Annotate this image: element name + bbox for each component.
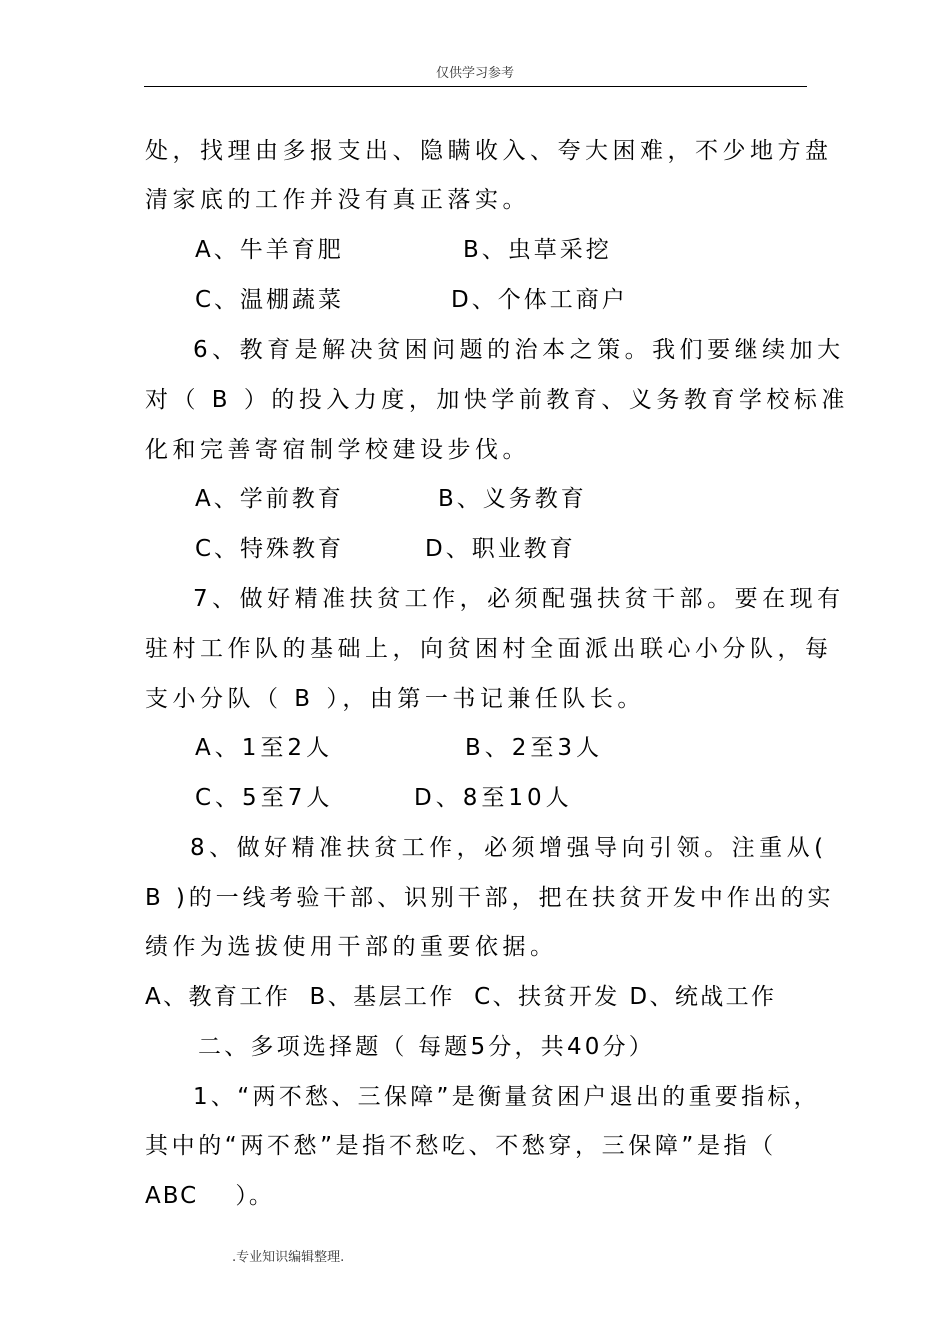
q6-option-a: A、学前教育 <box>195 486 344 512</box>
q8-options: A、教育工作 B、基层工作 C、扶贫开发 D、统战工作 <box>145 984 777 1010</box>
q8-line-3: 绩作为选拔使用干部的重要依据。 <box>145 934 558 960</box>
q6-line-2: 对（ B ）的投入力度，加快学前教育、义务教育学校标准 <box>145 387 849 413</box>
m1-line-3: ABC ）。 <box>145 1183 274 1209</box>
q5-option-c: C、温棚蔬菜 <box>195 287 345 313</box>
q6-option-b: B、义务教育 <box>438 486 587 512</box>
q7-line-1: 7、做好精准扶贫工作，必须配强扶贫干部。要在现有 <box>193 586 845 612</box>
q7-option-b: B、2至3人 <box>465 735 604 761</box>
q7-line-3: 支小分队（ B ），由第一书记兼任队长。 <box>145 686 645 712</box>
q5-option-a: A、牛羊育肥 <box>195 237 344 263</box>
q7-option-d: D、8至10人 <box>414 785 573 811</box>
q6-option-c: C、特殊教育 <box>195 536 345 562</box>
q6-line-1: 6、教育是解决贫困问题的治本之策。我们要继续加大 <box>193 337 845 363</box>
q5-line-2: 清家底的工作并没有真正落实。 <box>145 187 530 213</box>
footer-text: .专业知识编辑整理. <box>232 1250 345 1265</box>
section-heading-multiple-choice: 二、多项选择题（ 每题5分，共40分） <box>198 1034 656 1060</box>
q8-line-2: B )的一线考验干部、识别干部，把在扶贫开发中作出的实 <box>145 885 835 911</box>
q8-line-1: 8、做好精准扶贫工作，必须增强导向引领。注重从( <box>190 835 828 861</box>
m1-line-2: 其中的“两不愁”是指不愁吃、不愁穿，三保障”是指（ <box>145 1133 777 1159</box>
header-rule <box>144 86 807 87</box>
q7-option-a: A、1至2人 <box>195 735 334 761</box>
q6-line-3: 化和完善寄宿制学校建设步伐。 <box>145 437 530 463</box>
q5-option-b: B、虫草采挖 <box>463 237 612 263</box>
q7-option-c: C、5至7人 <box>195 785 334 811</box>
q7-line-2: 驻村工作队的基础上，向贫困村全面派出联心小分队，每 <box>145 636 833 662</box>
q5-line-1: 处，找理由多报支出、隐瞒收入、夸大困难，不少地方盘 <box>145 138 833 164</box>
header-text: 仅供学习参考 <box>435 66 514 81</box>
m1-line-1: 1、“两不愁、三保障”是衡量贫困户退出的重要指标， <box>193 1084 820 1110</box>
q5-option-d: D、个体工商户 <box>451 287 628 313</box>
q6-option-d: D、职业教育 <box>425 536 576 562</box>
